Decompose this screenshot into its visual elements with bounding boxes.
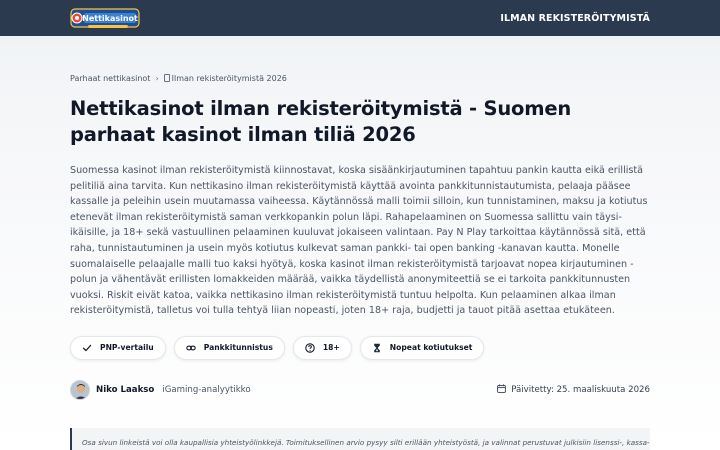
breadcrumb	[70, 72, 650, 84]
top-navigation-bar	[0, 0, 720, 36]
breadcrumb-home-link[interactable]: Parhaat nettikasinot	[70, 73, 151, 83]
site-logo[interactable]	[70, 5, 140, 31]
main-content	[70, 72, 650, 401]
author-block	[70, 380, 251, 400]
pill-label: 18+	[322, 343, 340, 353]
check-icon	[82, 343, 92, 353]
affiliate-disclosure	[70, 428, 650, 450]
help-circle-icon	[305, 343, 315, 353]
updated-date-label: Päivitetty: 25. maaliskuuta 2026	[511, 384, 650, 395]
pill-label: Nopeat kotiutukset	[389, 343, 473, 353]
breadcrumb-separator: ›	[155, 73, 159, 83]
nav-link-ilman-rekisteroitymista[interactable]: ILMAN REKISTERÖITYMISTÄ	[500, 12, 650, 24]
pill-pnp-vertailu[interactable]	[70, 336, 166, 360]
calendar-icon	[497, 384, 506, 396]
pill-18-plus[interactable]	[293, 336, 352, 360]
pill-nopeat-kotiutukset[interactable]	[360, 336, 485, 360]
logo-badge-icon	[70, 5, 140, 31]
page-title: Nettikasinot ilman rekisteröitymistä - Suomen parhaat kasinot ilman tiliä 2026	[70, 97, 572, 146]
pill-pankkitunnistus[interactable]	[174, 336, 285, 360]
breadcrumb-current-label: Ilman rekisteröitymistä 2026	[171, 73, 287, 83]
intro-paragraph: Suomessa kasinot ilman rekisteröitymistä kiinnostavat, koska sisäänkirjautuminen tapahtuu pankin kautta eikä erillistä pelitiliä aina tarvita. Kun nettikasino ilman rekisteröitymistä käyttää avointa pankkitunnistautumista, pelaaja pääsee kassalle ja peleihin usein muutamassa vaiheessa. Käytännössä malli toimii silloin, kun tunnistaminen, maksu ja kotiutus etenevät ilman rekisteröitymistä saman verkkopankin polun läpi. Rahapelaaminen on Suomessa sallittu vain täysi-ikäisille, ja 18+ sekä vastuullinen pelaaminen kuuluvat jokaiseen valintaan. Pay N Play tarkoittaa käytännössä sitä, että raha, tunnistautuminen ja usein myös kotiutus kulkevat saman pankki- tai open banking -kanavan kautta. Monelle suomalaiselle pelaajalle malli tuo kaksi hyötyä, koska kasinot ilman rekisteröitymistä tarjoavat nopea kirjautuminen -polun ja vähentävät erillisten lomakkeiden määrää, vaikka täydellistä anonymiteettiä se ei tarkoita pankkitunnusten vuoksi. Riskit eivät katoa, vaikka nettikasino ilman rekisteröitymistä tuntuu helpolta. Kun pelaaminen alkaa ilman rekisteröitymistä, talletus voi tulla tehtyä liian nopeasti, joten 18+ raja, budjetti ja tauot pitää asettaa etukäteen.	[70, 165, 648, 317]
logo-text: Nettikasinot	[82, 14, 138, 23]
author-role: iGaming-analyytikko	[162, 384, 251, 395]
affiliate-disclosure-text: Osa sivun linkeistä voi olla kaupallisia yhteistyölinkkejä. Toimituksellinen arvio pysyy silti erillään yhteistyöstä, ja valinnat perustuvat julkisiin lisenssi-, kassa-	[82, 438, 650, 447]
author-row	[70, 379, 650, 401]
link-icon	[186, 343, 196, 353]
page-icon	[164, 74, 170, 82]
avatar[interactable]	[70, 380, 90, 400]
feature-pills	[70, 336, 650, 360]
hourglass-icon	[372, 343, 382, 353]
pill-label: Pankkitunnistus	[203, 343, 273, 353]
author-name[interactable]: Niko Laakso	[96, 384, 155, 395]
pill-label: PNP-vertailu	[100, 343, 154, 353]
updated-date	[497, 384, 650, 396]
breadcrumb-current	[164, 74, 287, 83]
